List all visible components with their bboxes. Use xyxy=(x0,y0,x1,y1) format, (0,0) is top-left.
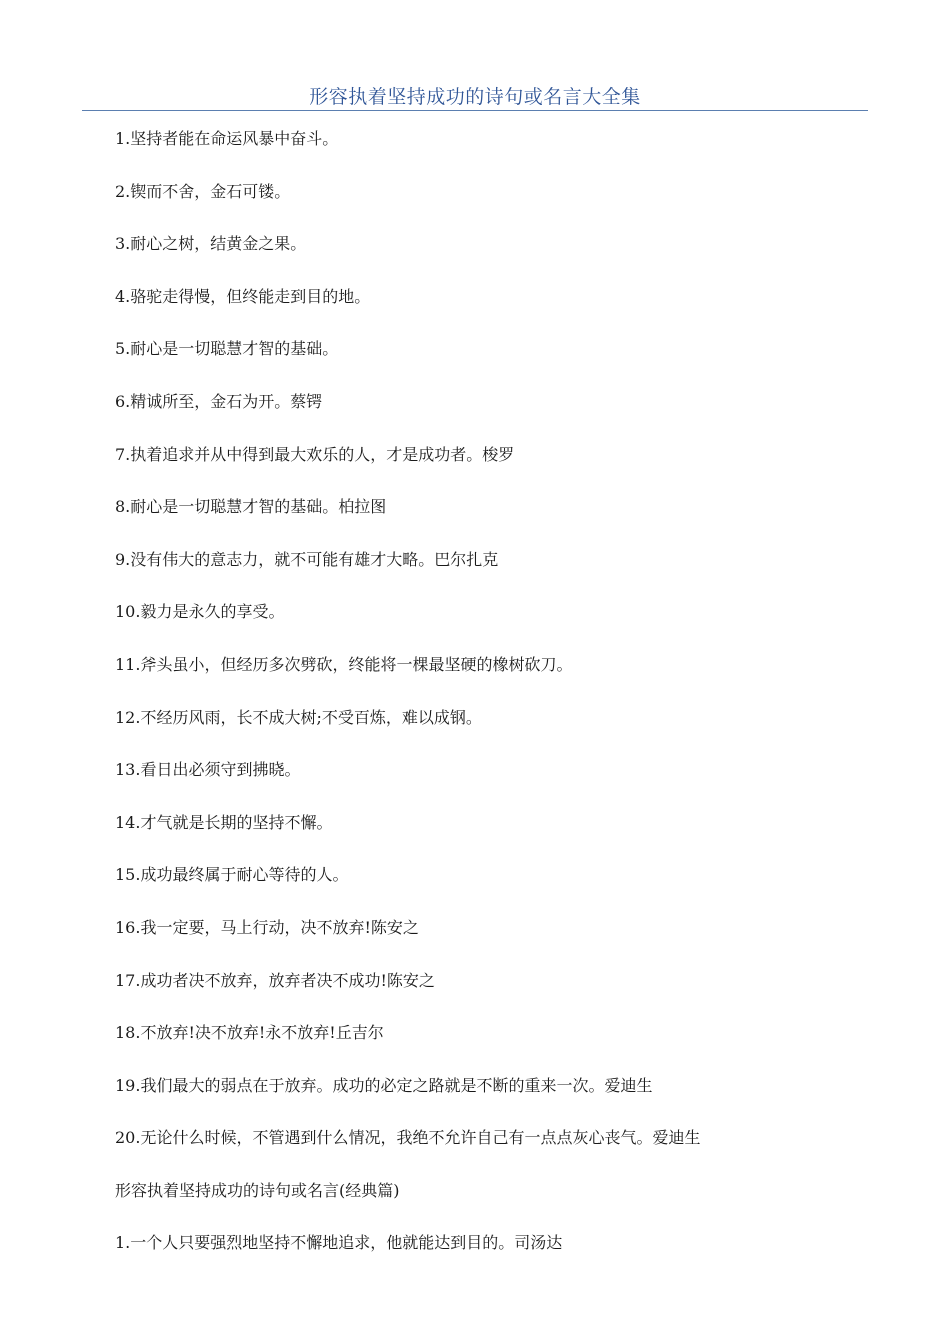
quote-line-6: 6.精诚所至，金石为开。蔡锷 xyxy=(115,391,323,411)
quote-line-2: 2.锲而不舍，金石可镂。 xyxy=(115,181,291,201)
quote-line-7: 7.执着追求并从中得到最大欢乐的人，才是成功者。梭罗 xyxy=(115,444,515,464)
quote-line-12: 12.不经历风雨，长不成大树;不受百炼，难以成钢。 xyxy=(115,707,482,727)
quote-line-18: 18.不放弃!决不放弃!永不放弃!丘吉尔 xyxy=(115,1023,384,1043)
page-header xyxy=(82,80,868,111)
quote-line-3: 3.耐心之树，结黄金之果。 xyxy=(115,234,307,254)
quote-line-15: 15.成功最终属于耐心等待的人。 xyxy=(115,865,349,885)
quote-line-8: 8.耐心是一切聪慧才智的基础。柏拉图 xyxy=(115,497,387,517)
quote-line-20: 20.无论什么时候，不管遇到什么情况，我绝不允许自己有一点点灰心丧气。爱迪生 xyxy=(115,1128,701,1148)
quote-line-5: 5.耐心是一切聪慧才智的基础。 xyxy=(115,339,339,359)
quote-line-4: 4.骆驼走得慢，但终能走到目的地。 xyxy=(115,286,371,306)
quote-line-17: 17.成功者决不放弃，放弃者决不成功!陈安之 xyxy=(115,970,435,990)
quote-line-11: 11.斧头虽小，但经历多次劈砍，终能将一棵最坚硬的橡树砍刀。 xyxy=(115,654,573,674)
quote-line-9: 9.没有伟大的意志力，就不可能有雄才大略。巴尔扎克 xyxy=(115,549,499,569)
quote-line-10: 10.毅力是永久的享受。 xyxy=(115,602,285,622)
quote-line-13: 13.看日出必须守到拂晓。 xyxy=(115,760,301,780)
quote-line-19: 19.我们最大的弱点在于放弃。成功的必定之路就是不断的重来一次。爱迪生 xyxy=(115,1075,653,1095)
quote-list xyxy=(115,128,855,1285)
quote-line-14: 14.才气就是长期的坚持不懈。 xyxy=(115,812,333,832)
quote-line-16: 16.我一定要，马上行动，决不放弃!陈安之 xyxy=(115,917,419,937)
quote-line-1: 1.坚持者能在命运风暴中奋斗。 xyxy=(115,129,339,148)
page-title: 形容执着坚持成功的诗句或名言大全集 xyxy=(309,86,641,108)
classic-quote-line-1: 1.一个人只要强烈地坚持不懈地追求，他就能达到目的。司汤达 xyxy=(115,1233,563,1253)
section-heading: 形容执着坚持成功的诗句或名言(经典篇) xyxy=(115,1180,400,1200)
